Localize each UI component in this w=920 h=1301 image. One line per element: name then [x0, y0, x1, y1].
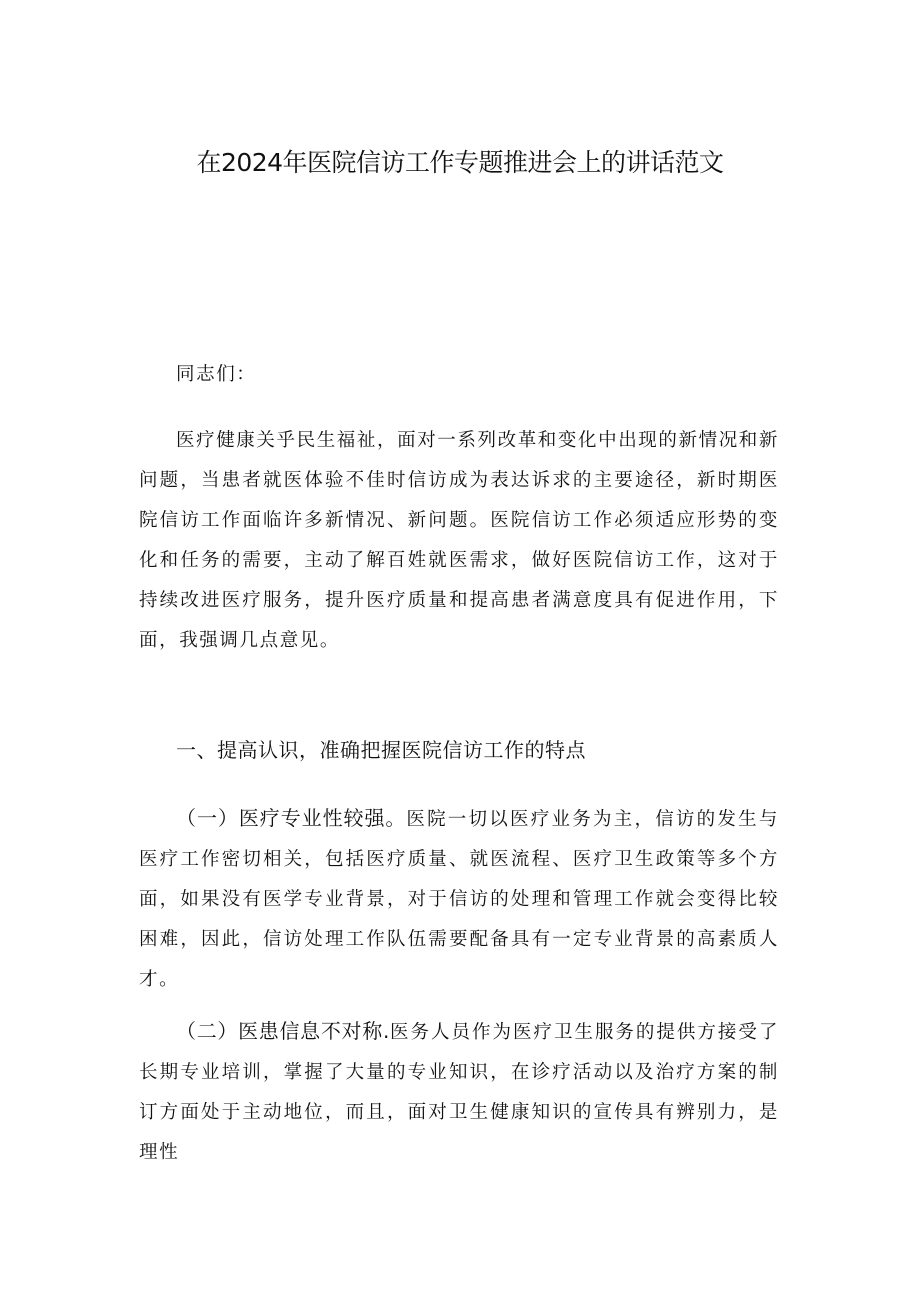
section-item-1-lead: （一）医疗专业性较强。	[176, 806, 407, 830]
section-item-2	[139, 1011, 779, 1173]
section-item-2-text: 医务人员作为医疗卫生服务的提供方接受了长期专业培训，掌握了大量的专业知识，在诊疗活动以及治疗方案的制订方面处于主动地位，而且，面对卫生健康知识的宣传具有辨别力，是理性	[139, 1022, 779, 1163]
section-item-1	[139, 798, 779, 1000]
salutation: 同志们：	[176, 364, 257, 385]
section-heading: 一、提高认识，准确把握医院信访工作的特点	[176, 738, 586, 762]
section-item-1-text: 医院一切以医疗业务为主，信访的发生与医疗工作密切相关，包括医疗质量、就医流程、医疗卫生政策等多个方面，如果没有医学专业背景，对于信访的处理和管理工作就会变得比较困难，因此，信访处理工作队伍需要配备具有一定专业背景的高素质人才。	[139, 809, 779, 990]
section-item-2-lead: （二）医患信息不对称.	[176, 1019, 390, 1043]
document-title: 在2024年医院信访工作专题推进会上的讲话范文	[196, 148, 724, 177]
intro-paragraph: 医疗健康关乎民生福祉，面对一系列改革和变化中出现的新情况和新问题，当患者就医体验不佳时信访成为表达诉求的主要途径，新时期医院信访工作面临许多新情况、新问题。医院信访工作必须适应形势的变化和任务的需要，主动了解百姓就医需求，做好医院信访工作，这对于持续改进医疗服务，提升医疗质量和提高患者满意度具有促进作用，下面，我强调几点意见。	[139, 430, 780, 651]
